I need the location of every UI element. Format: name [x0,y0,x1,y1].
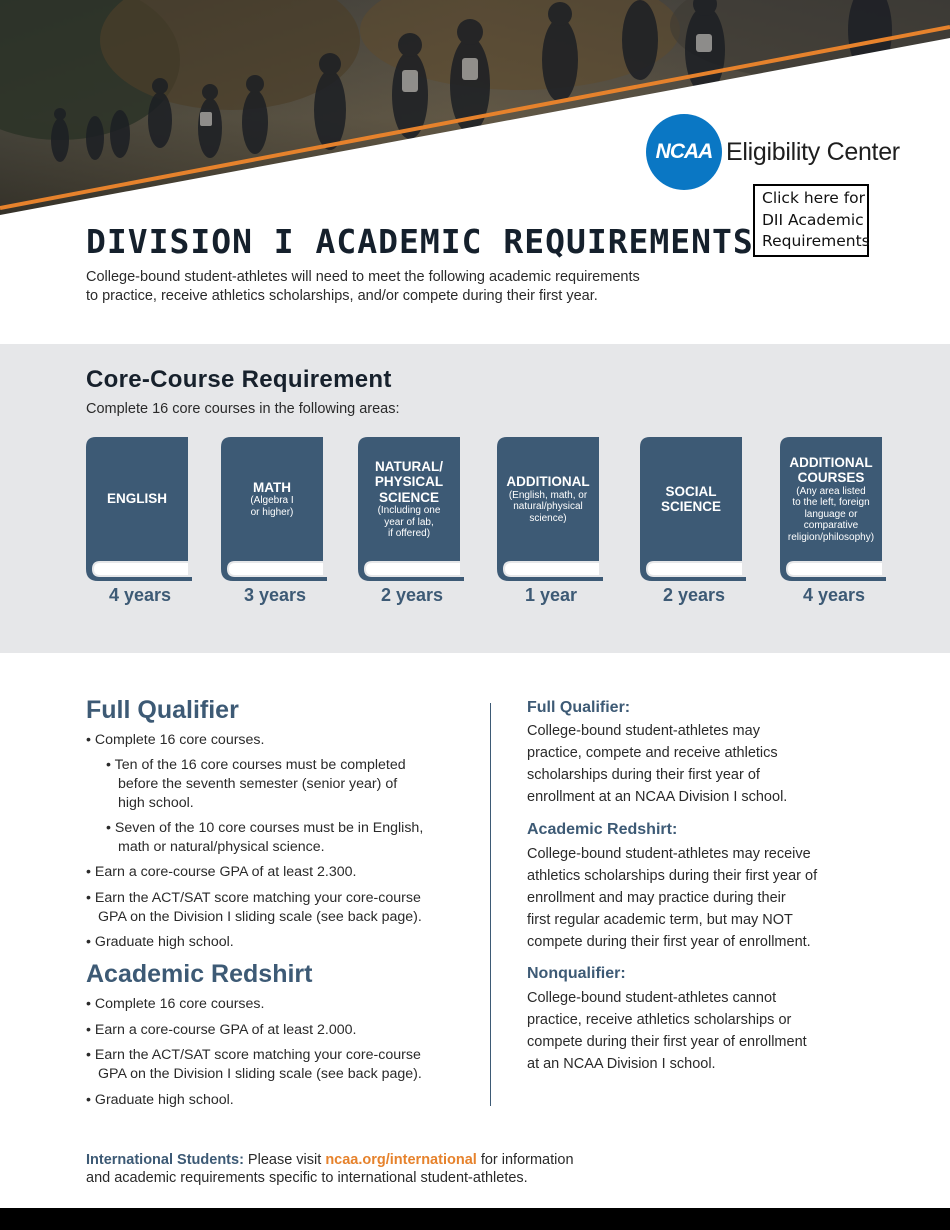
dii-requirements-link[interactable] [753,184,869,257]
book-note: (English, math, or [508,489,588,501]
book-years: 2 years [662,585,726,605]
ncaa-eligibility-center-logo [646,114,900,190]
book-note: or higher) [250,506,294,518]
intro-text [86,268,706,306]
definition-line: compete during their first year of enrollment [527,1034,807,1050]
international-link[interactable]: ncaa.org/international [325,1152,477,1168]
book-note: (Including one [377,505,441,516]
book-note: natural/physical [513,501,583,512]
bullet-item [86,889,422,927]
definition-text [527,843,817,953]
bullet-item [86,1021,356,1040]
definition-line: compete during their first year of enrollment. [527,934,811,950]
definition-line: first regular academic term, but may NOT [527,912,793,928]
book-subject: SCIENCE [378,489,439,505]
bullet-line: • Earn a core-course GPA of at least 2.000. [86,1022,357,1038]
book-label [358,459,460,540]
core-course-subtitle: Complete 16 core courses in the following areas: [86,401,400,417]
bullet-line: math or natural/physical science. [118,839,325,855]
ncaa-logo-mark [646,114,722,190]
footer-bar [0,1208,950,1230]
international-students-note [86,1152,574,1187]
eligibility-center-text: Eligibility Center [726,137,900,166]
book-5 [640,437,748,583]
bullet-line: high school. [118,795,194,811]
book-years: 3 years [243,585,307,605]
book-3 [358,437,466,583]
bullet-line: • Earn the ACT/SAT score matching your core-course [86,1047,421,1063]
book-note: year of lab, [384,516,434,528]
book-label [86,491,188,507]
definition-text [527,720,787,808]
book-years: 1 year [524,585,578,605]
dii-link-line-2: DII Academic [762,210,864,229]
academic-redshirt-heading: Academic Redshirt [86,960,313,988]
intro-line-2: to practice, receive athletics scholarships, and/or compete during their first year. [86,288,598,304]
bullet-item [86,1091,234,1110]
book-note: comparative [803,520,859,531]
bullet-line: • Complete 16 core courses. [86,732,265,748]
book-subject: ADDITIONAL [506,474,590,489]
book-note: science) [529,512,567,524]
bullet-line: • Graduate high school. [86,1092,234,1108]
book-6 [780,437,888,583]
bullet-item [86,731,264,750]
bullet-line: GPA on the Division I sliding scale (see back page). [98,1066,422,1082]
book-label [780,455,882,544]
definition-heading: Nonqualifier: [527,965,626,982]
bullet-line: • Ten of the 16 core courses must be completed [106,757,406,773]
definition-heading: Academic Redshirt: [527,821,678,838]
bullet-line: • Complete 16 core courses. [86,996,265,1012]
book-subject: COURSES [797,470,865,485]
book-note: religion/philosophy) [787,531,875,543]
definition-text [527,987,807,1075]
dii-link-line-1: Click here for [762,189,866,207]
ncaa-logo-text: NCAA [655,140,713,163]
full-qualifier-heading: Full Qualifier [86,696,239,724]
definition-heading: Full Qualifier: [527,699,631,716]
book-subject: ENGLISH [106,491,167,506]
international-pre: Please visit [243,1152,326,1168]
definition-line: at an NCAA Division I school. [527,1056,716,1072]
bullet-item [86,1046,422,1084]
definition-line: enrollment and may practice during their [527,890,786,906]
international-post: for information [476,1152,574,1168]
book-note: to the left, foreign [792,497,870,508]
definition-line: College-bound student-athletes cannot [527,990,777,1006]
book-label [497,474,599,524]
bullet-line: • Graduate high school. [86,934,234,950]
definition-line: College-bound student-athletes may receive [527,846,811,862]
book-2 [221,437,329,583]
bullet-line: • Seven of the 10 core courses must be in English, [106,820,424,836]
definition-line: enrollment at an NCAA Division I school. [527,789,788,805]
bullet-line: before the seventh semester (senior year) of [118,776,398,792]
page-title: DIVISION I ACADEMIC REQUIREMENTS [86,222,754,261]
bullet-item [86,933,234,952]
book-icon [86,437,194,583]
bullet-item [86,995,264,1014]
international-line-2: and academic requirements specific to international student-athletes. [86,1169,528,1186]
core-course-title: Core-Course Requirement [86,366,392,393]
book-note: (Algebra I [250,495,294,506]
book-note: language or [804,508,858,520]
column-divider [490,703,491,1106]
book-label [640,484,742,515]
bullet-line: GPA on the Division I sliding scale (see back page). [98,909,422,925]
book-years: 4 years [108,585,172,605]
bullet-item [106,756,406,813]
bullet-item [86,863,356,882]
dii-link-line-3: Requirements [762,232,870,250]
book-note: (Any area listed [796,485,866,497]
book-years: 2 years [380,585,444,605]
bullet-item [106,819,423,857]
definition-line: practice, receive athletics scholarships or [527,1012,792,1028]
book-subject: SOCIAL [665,483,717,499]
book-subject: PHYSICAL [374,474,444,489]
book-subject: SCIENCE [660,499,721,514]
definition-line: practice, compete and receive athletics [527,745,778,761]
book-subject: MATH [253,479,291,495]
international-label: International Students: [86,1152,244,1168]
bullet-line: • Earn a core-course GPA of at least 2.300. [86,864,357,880]
definition-line: scholarships during their first year of [527,767,760,783]
book-subject: ADDITIONAL [789,454,873,470]
definition-line: College-bound student-athletes may [527,723,760,739]
book-subject: NATURAL/ [375,458,443,474]
intro-line-1: College-bound student-athletes will need to meet the following academic requirements [86,269,640,285]
definition-line: athletics scholarships during their first year of [527,868,818,884]
book-years: 4 years [802,585,866,605]
bullet-line: • Earn the ACT/SAT score matching your core-course [86,890,421,906]
book-4 [497,437,605,583]
book-note: if offered) [387,528,431,539]
book-label [221,480,323,519]
book-1 [86,437,194,583]
